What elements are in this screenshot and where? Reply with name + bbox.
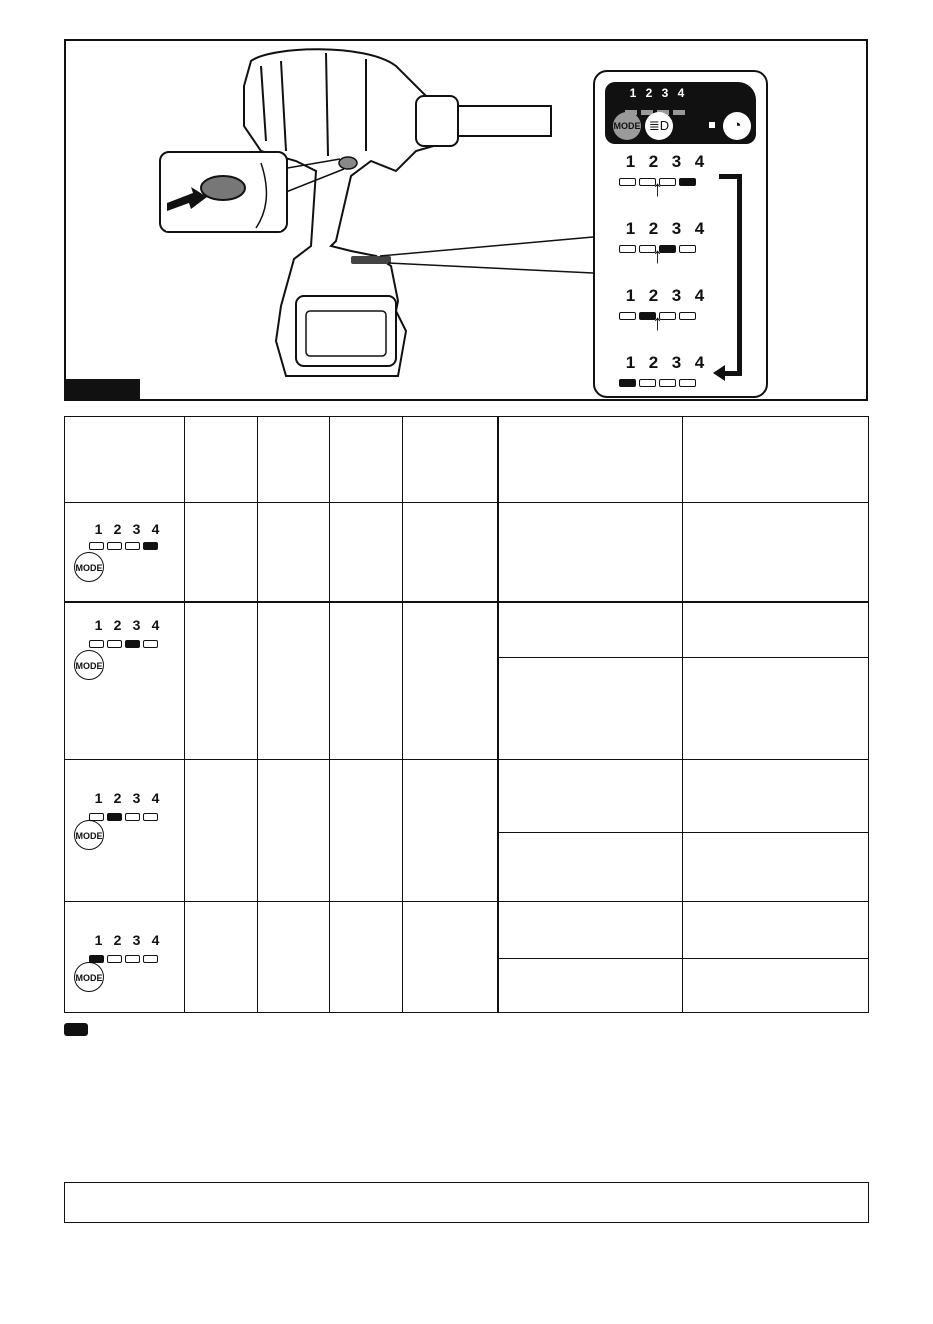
mode-button-icon: MODE: [74, 650, 104, 680]
switch-detail-illustration: [161, 153, 286, 231]
mode-indicator: 1 2 3 4 MODE: [65, 760, 183, 901]
step-4: 1 2 3 4: [619, 152, 715, 191]
mode-indicator: 1 2 3 4 MODE: [65, 503, 183, 601]
mode-button-icon[interactable]: MODE: [613, 112, 641, 140]
note-box: [64, 1182, 869, 1223]
step-1: 1 2 3 4: [619, 353, 715, 392]
light-icon[interactable]: ≣D: [645, 112, 673, 140]
loop-line: [723, 371, 742, 376]
table-row: [65, 902, 869, 959]
note-badge: [64, 1023, 88, 1036]
mode-button-icon: MODE: [74, 820, 104, 850]
illustration-figure: [64, 39, 868, 401]
table-header-row: [65, 417, 869, 503]
mode-indicator: 1 2 3 4 MODE: [65, 902, 183, 1012]
table-row: [65, 602, 869, 658]
panel-display: [605, 82, 756, 144]
gauge-icon[interactable]: ◔: [723, 112, 751, 140]
table-row: [65, 760, 869, 833]
mode-panel: [593, 70, 768, 398]
indicator-square: [709, 122, 715, 128]
arrow-up-icon: ↑: [652, 176, 663, 201]
arrow-up-icon: ↑: [652, 243, 663, 268]
loop-arrow-icon: [713, 365, 725, 381]
mode-button-icon: MODE: [74, 552, 104, 582]
top-numbers: 1 2 3 4: [629, 86, 685, 100]
mode-indicator: 1 2 3 4 MODE: [65, 603, 183, 759]
mode-button-icon: MODE: [74, 962, 104, 992]
step-3: 1 2 3 4: [619, 219, 715, 258]
arrow-up-icon: ↑: [652, 310, 663, 335]
mode-table: [64, 416, 869, 1013]
figure-label: [66, 379, 140, 399]
step-2: 1 2 3 4: [619, 286, 715, 325]
loop-line: [737, 174, 742, 376]
switch-inset: [159, 151, 288, 233]
table-row: [65, 503, 869, 603]
